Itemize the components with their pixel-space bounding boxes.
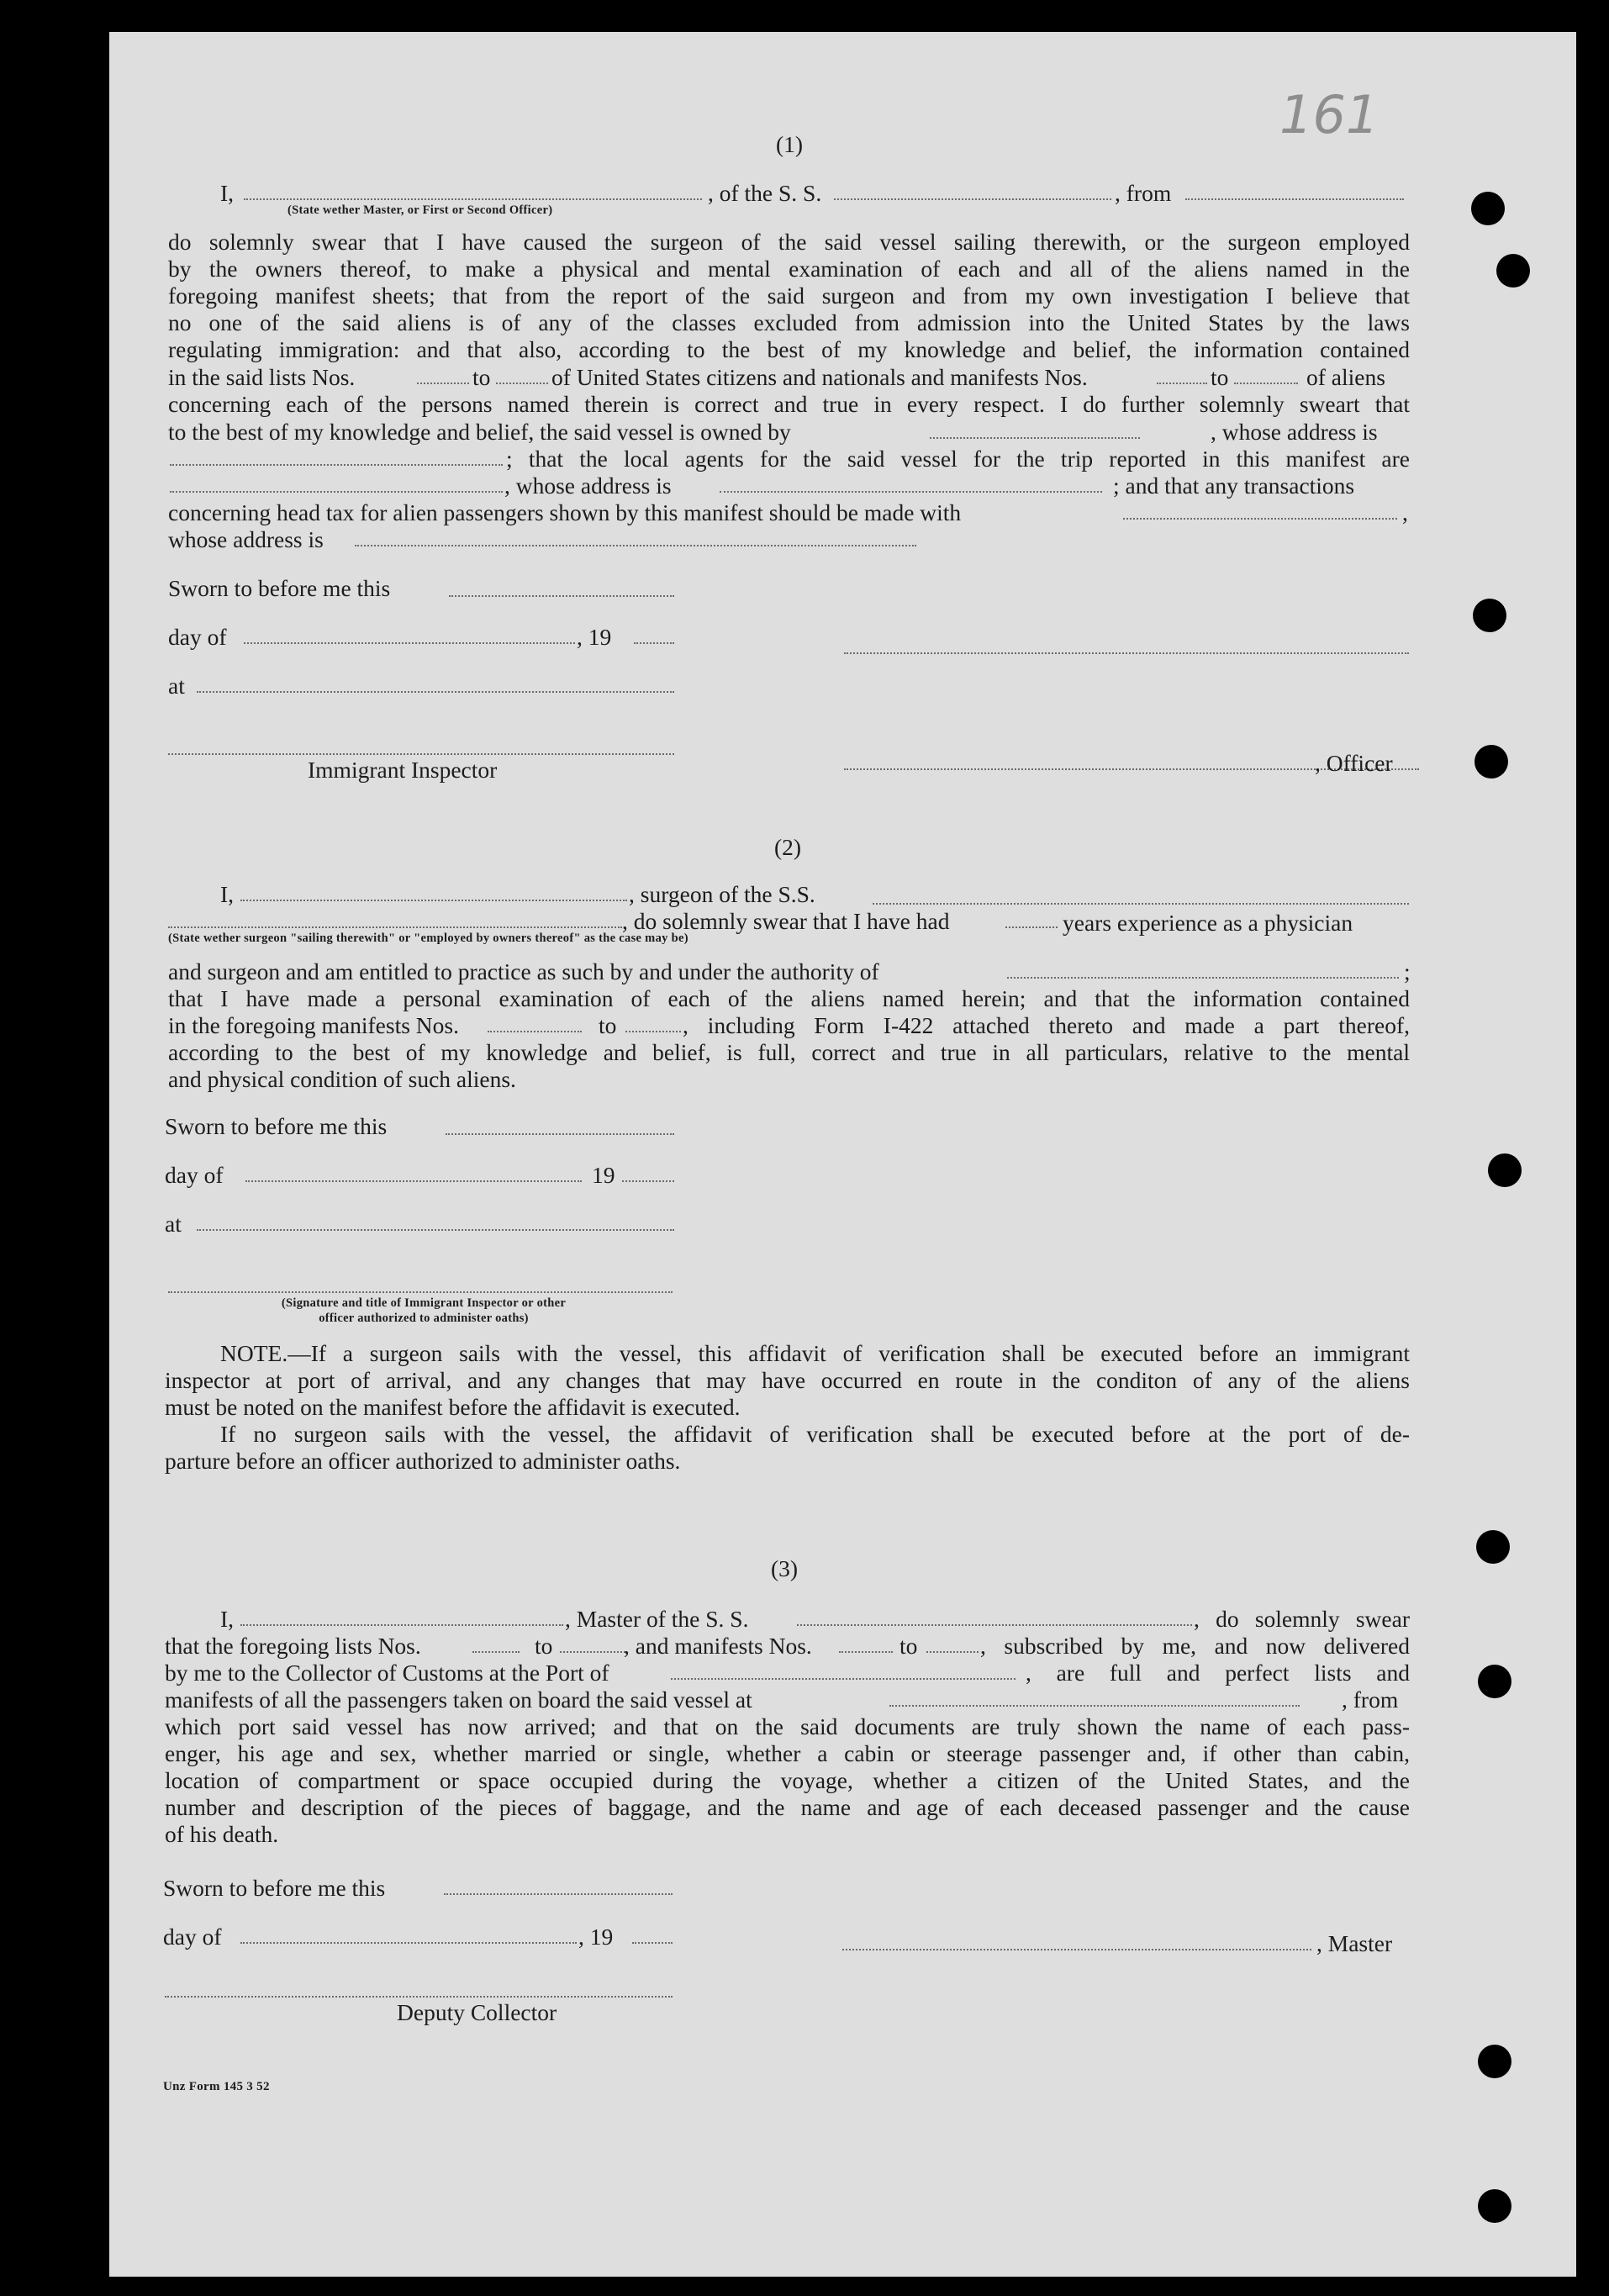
s1-sworn-label: Sworn to before me this	[168, 575, 391, 601]
s3-line-2-d: to	[899, 1633, 918, 1659]
s2-at-label: at	[165, 1211, 182, 1237]
s1-from-blank[interactable]	[1185, 198, 1404, 200]
s1-line-11-b: ,	[1402, 499, 1408, 525]
s3-line-2-e: , subscribed by me, and now delivered	[980, 1633, 1410, 1659]
s2-surgeon-of-label: , surgeon of the S.S.	[629, 881, 815, 907]
s3-line-3-a: by me to the Collector of Customs at the Port of	[165, 1660, 609, 1686]
s2-note-line-2: inspector at port of arrival, and any changes that may have occurred en route in the conditon of any of the aliens	[165, 1367, 1410, 1393]
s1-lists-to-blank[interactable]	[496, 383, 548, 384]
s1-line-4: no one of the said aliens is of any of the classes excluded from admission into the United States by the laws	[168, 309, 1410, 335]
s1-agents-address-blank[interactable]	[720, 491, 1102, 493]
s3-lists-to-blank[interactable]	[560, 1651, 625, 1653]
s1-line-3: foregoing manifest sheets; that from the report of the said surgeon and from my own investigation I believe that	[168, 282, 1410, 309]
s3-master-name-blank[interactable]	[240, 1624, 563, 1626]
section-1-number: (1)	[776, 131, 804, 157]
s2-note-line-1: NOTE.—If a surgeon sails with the vessel, this affidavit of verification shall be executed before an immigrant	[220, 1340, 1410, 1366]
form-sheet	[109, 32, 1576, 2277]
s3-day-label: day of	[163, 1924, 222, 1950]
s1-head-tax-blank[interactable]	[1123, 518, 1397, 520]
s2-day-blank[interactable]	[245, 1180, 582, 1182]
s2-signature-hint-2: officer authorized to administer oaths)	[319, 1312, 529, 1325]
s1-officer-label: , Officer	[1315, 750, 1393, 776]
s1-line-1: do solemnly swear that I have caused the surgeon of the said vessel sailing therewith, or the surgeon employed	[168, 229, 1410, 255]
s2-line-5: and physical condition of such aliens.	[168, 1066, 516, 1092]
s3-line-3-b: , are full and perfect lists and	[1026, 1660, 1410, 1686]
s1-i-label: I,	[220, 180, 235, 206]
s2-line-4: according to the best of my knowledge and belief, is full, correct and true in all particulars, relative to the mental	[168, 1039, 1410, 1065]
s2-line-3-a: in the foregoing manifests Nos.	[168, 1012, 459, 1038]
s1-owner-address-blank[interactable]	[170, 464, 503, 466]
s1-line-6-e: of aliens	[1306, 364, 1385, 390]
s3-port-blank[interactable]	[671, 1678, 1016, 1680]
s2-surgeon-type-blank[interactable]	[168, 926, 622, 928]
s3-year-label: , 19	[578, 1924, 614, 1950]
s3-vessel-name-blank[interactable]	[797, 1624, 1192, 1626]
punch-hole	[1488, 1153, 1522, 1187]
s3-master-label: , Master	[1316, 1930, 1393, 1956]
s2-sworn-label: Sworn to before me this	[165, 1113, 388, 1139]
s3-day-blank[interactable]	[240, 1942, 577, 1944]
s1-officer-name-blank[interactable]	[244, 198, 702, 200]
s2-line-1: and surgeon and am entitled to practice as such by and under the authority of	[168, 958, 879, 984]
punch-hole	[1476, 1530, 1510, 1564]
s2-authority-blank[interactable]	[1007, 977, 1399, 979]
s1-line-10-b: ; and that any transactions	[1113, 472, 1355, 499]
s3-line-2-c: , and manifests Nos.	[624, 1633, 812, 1659]
s3-departure-port-blank[interactable]	[889, 1705, 1300, 1707]
s3-year-blank[interactable]	[632, 1942, 673, 1944]
s1-year-blank[interactable]	[634, 642, 674, 644]
s1-officer-hint: (State wether Master, or First or Second Officer)	[288, 203, 553, 217]
s3-i-label: I,	[220, 1606, 235, 1632]
form-identifier: Unz Form 145 3 52	[163, 2080, 270, 2093]
s3-line-4-b: , from	[1342, 1686, 1399, 1713]
s1-line-5: regulating immigration: and that also, according to the best of my knowledge and belief, the information contained	[168, 336, 1410, 362]
s1-line-6-b: to	[472, 364, 491, 390]
s1-line-6-a: in the said lists Nos.	[168, 364, 356, 390]
s1-line-6-c: of United States citizens and nationals and manifests Nos.	[551, 364, 1088, 390]
section-2-number: (2)	[774, 834, 802, 860]
s1-line-7: concerning each of the persons named therein is correct and true in every respect. I do further solemnly sweart that	[168, 391, 1410, 417]
punch-hole	[1478, 1665, 1511, 1698]
s2-swear-label: , do solemnly swear that I have had	[622, 908, 950, 934]
s1-manifests-to-blank[interactable]	[1234, 383, 1298, 384]
s3-sworn-label: Sworn to before me this	[163, 1875, 386, 1901]
s1-of-ss-label: , of the S. S.	[708, 180, 822, 206]
s2-i-label: I,	[220, 881, 235, 907]
s1-vessel-name-blank[interactable]	[834, 198, 1111, 200]
section-3-number: (3)	[771, 1555, 799, 1581]
s1-line-8-a: to the best of my knowledge and belief, the said vessel is owned by	[168, 419, 791, 445]
s1-line-8-b: , whose address is	[1211, 419, 1378, 445]
s2-year-blank[interactable]	[622, 1180, 674, 1182]
s3-line-8: number and description of the pieces of baggage, and the name and age of each deceased passenger and the cause	[165, 1794, 1410, 1820]
s2-manifests-from-blank[interactable]	[488, 1031, 582, 1032]
punch-hole	[1478, 2045, 1511, 2078]
s2-signature-blank[interactable]	[168, 1291, 673, 1293]
s3-line-9: of his death.	[165, 1821, 279, 1847]
s1-line-6-d: to	[1211, 364, 1229, 390]
s1-sworn-date-blank[interactable]	[449, 595, 674, 597]
punch-hole	[1478, 2189, 1511, 2223]
s1-line-10-a: , whose address is	[504, 472, 672, 499]
s3-sworn-date-blank[interactable]	[444, 1893, 673, 1895]
s2-at-blank[interactable]	[197, 1229, 674, 1231]
s1-day-label: day of	[168, 624, 227, 650]
s2-note-line-5: parture before an officer authorized to administer oaths.	[165, 1448, 681, 1474]
s1-line-11-a: concerning head tax for alien passengers shown by this manifest should be made with	[168, 499, 962, 525]
s3-master-signature-blank[interactable]	[842, 1949, 1311, 1950]
s2-day-label: day of	[165, 1162, 224, 1188]
s3-manifests-to-blank[interactable]	[926, 1651, 979, 1653]
s2-signature-hint-1: (Signature and title of Immigrant Inspector or other	[281, 1296, 567, 1310]
punch-hole	[1471, 192, 1505, 225]
s1-paragraph	[168, 229, 1410, 363]
s2-years-blank[interactable]	[1005, 926, 1058, 928]
s1-lists-from-blank[interactable]	[417, 383, 469, 384]
s1-day-blank[interactable]	[244, 642, 575, 644]
s1-from-label: , from	[1115, 180, 1172, 206]
s1-line-9: ; that the local agents for the said vessel for the trip reported in this manifest are	[506, 446, 1410, 472]
s2-note-line-4: If no surgeon sails with the vessel, the affidavit of verification shall be executed before at the port of de-	[220, 1421, 1410, 1447]
s3-line-4-a: manifests of all the passengers taken on board the said vessel at	[165, 1686, 752, 1713]
s2-line-3-c: , including Form I-422 attached thereto and made a part thereof,	[683, 1012, 1410, 1038]
punch-hole	[1474, 745, 1508, 779]
page-number-annotation: 161	[1279, 84, 1380, 145]
s1-line-12: whose address is	[168, 526, 324, 552]
s3-master-of-label: , Master of the S. S.	[565, 1606, 749, 1632]
s2-year-label: 19	[592, 1162, 615, 1188]
s1-agents-blank[interactable]	[170, 491, 503, 493]
punch-hole	[1473, 599, 1506, 632]
s3-deputy-label: Deputy Collector	[397, 1999, 557, 2025]
s1-manifests-from-blank[interactable]	[1157, 383, 1207, 384]
s3-line-2-b: to	[535, 1633, 553, 1659]
s3-manifests-from-blank[interactable]	[839, 1651, 893, 1653]
s2-manifests-to-blank[interactable]	[625, 1031, 681, 1032]
s2-line-1-end: ;	[1404, 958, 1411, 984]
s3-line-5: which port said vessel has now arrived; and that on the said documents are truly shown the name of each pass-	[165, 1713, 1410, 1739]
s3-line-7: location of compartment or space occupied during the voyage, whether a citizen of the United States, and the	[165, 1767, 1410, 1793]
s1-year-label: , 19	[577, 624, 612, 650]
s2-line-3-b: to	[599, 1012, 617, 1038]
s3-deputy-signature-blank[interactable]	[165, 1996, 673, 1998]
s1-owner-blank[interactable]	[930, 437, 1140, 439]
s2-experience-label: years experience as a physician	[1063, 910, 1353, 936]
s1-inspector-label: Immigrant Inspector	[308, 757, 498, 783]
s1-at-blank[interactable]	[197, 691, 674, 693]
s1-inspector-signature-blank[interactable]	[168, 753, 674, 755]
s3-lists-from-blank[interactable]	[472, 1651, 520, 1653]
s2-line-2: that I have made a personal examination of each of the aliens named herein; and that the information contained	[168, 985, 1410, 1011]
s3-swear-label: , do solemnly swear	[1194, 1606, 1410, 1632]
s1-signature-blank[interactable]	[844, 652, 1409, 654]
s1-at-label: at	[168, 673, 185, 699]
s2-surgeon-name-blank[interactable]	[240, 900, 627, 901]
s2-sworn-date-blank[interactable]	[446, 1133, 674, 1135]
s2-note-line-3: must be noted on the manifest before the affidavit is executed.	[165, 1394, 741, 1420]
s3-line-6: enger, his age and sex, whether married or single, whether a cabin or steerage passenger and, if other than cabin,	[165, 1740, 1410, 1766]
s1-head-tax-address-blank[interactable]	[355, 545, 916, 546]
s1-line-2: by the owners thereof, to make a physical and mental examination of each and all of the aliens named in the	[168, 256, 1410, 282]
punch-hole	[1496, 254, 1530, 288]
s3-line-2-a: that the foregoing lists Nos.	[165, 1633, 421, 1659]
s2-vessel-name-blank[interactable]	[873, 903, 1409, 905]
s2-surgeon-hint: (State wether surgeon "sailing therewith" or "employed by owners thereof" as the case may be)	[168, 932, 688, 945]
